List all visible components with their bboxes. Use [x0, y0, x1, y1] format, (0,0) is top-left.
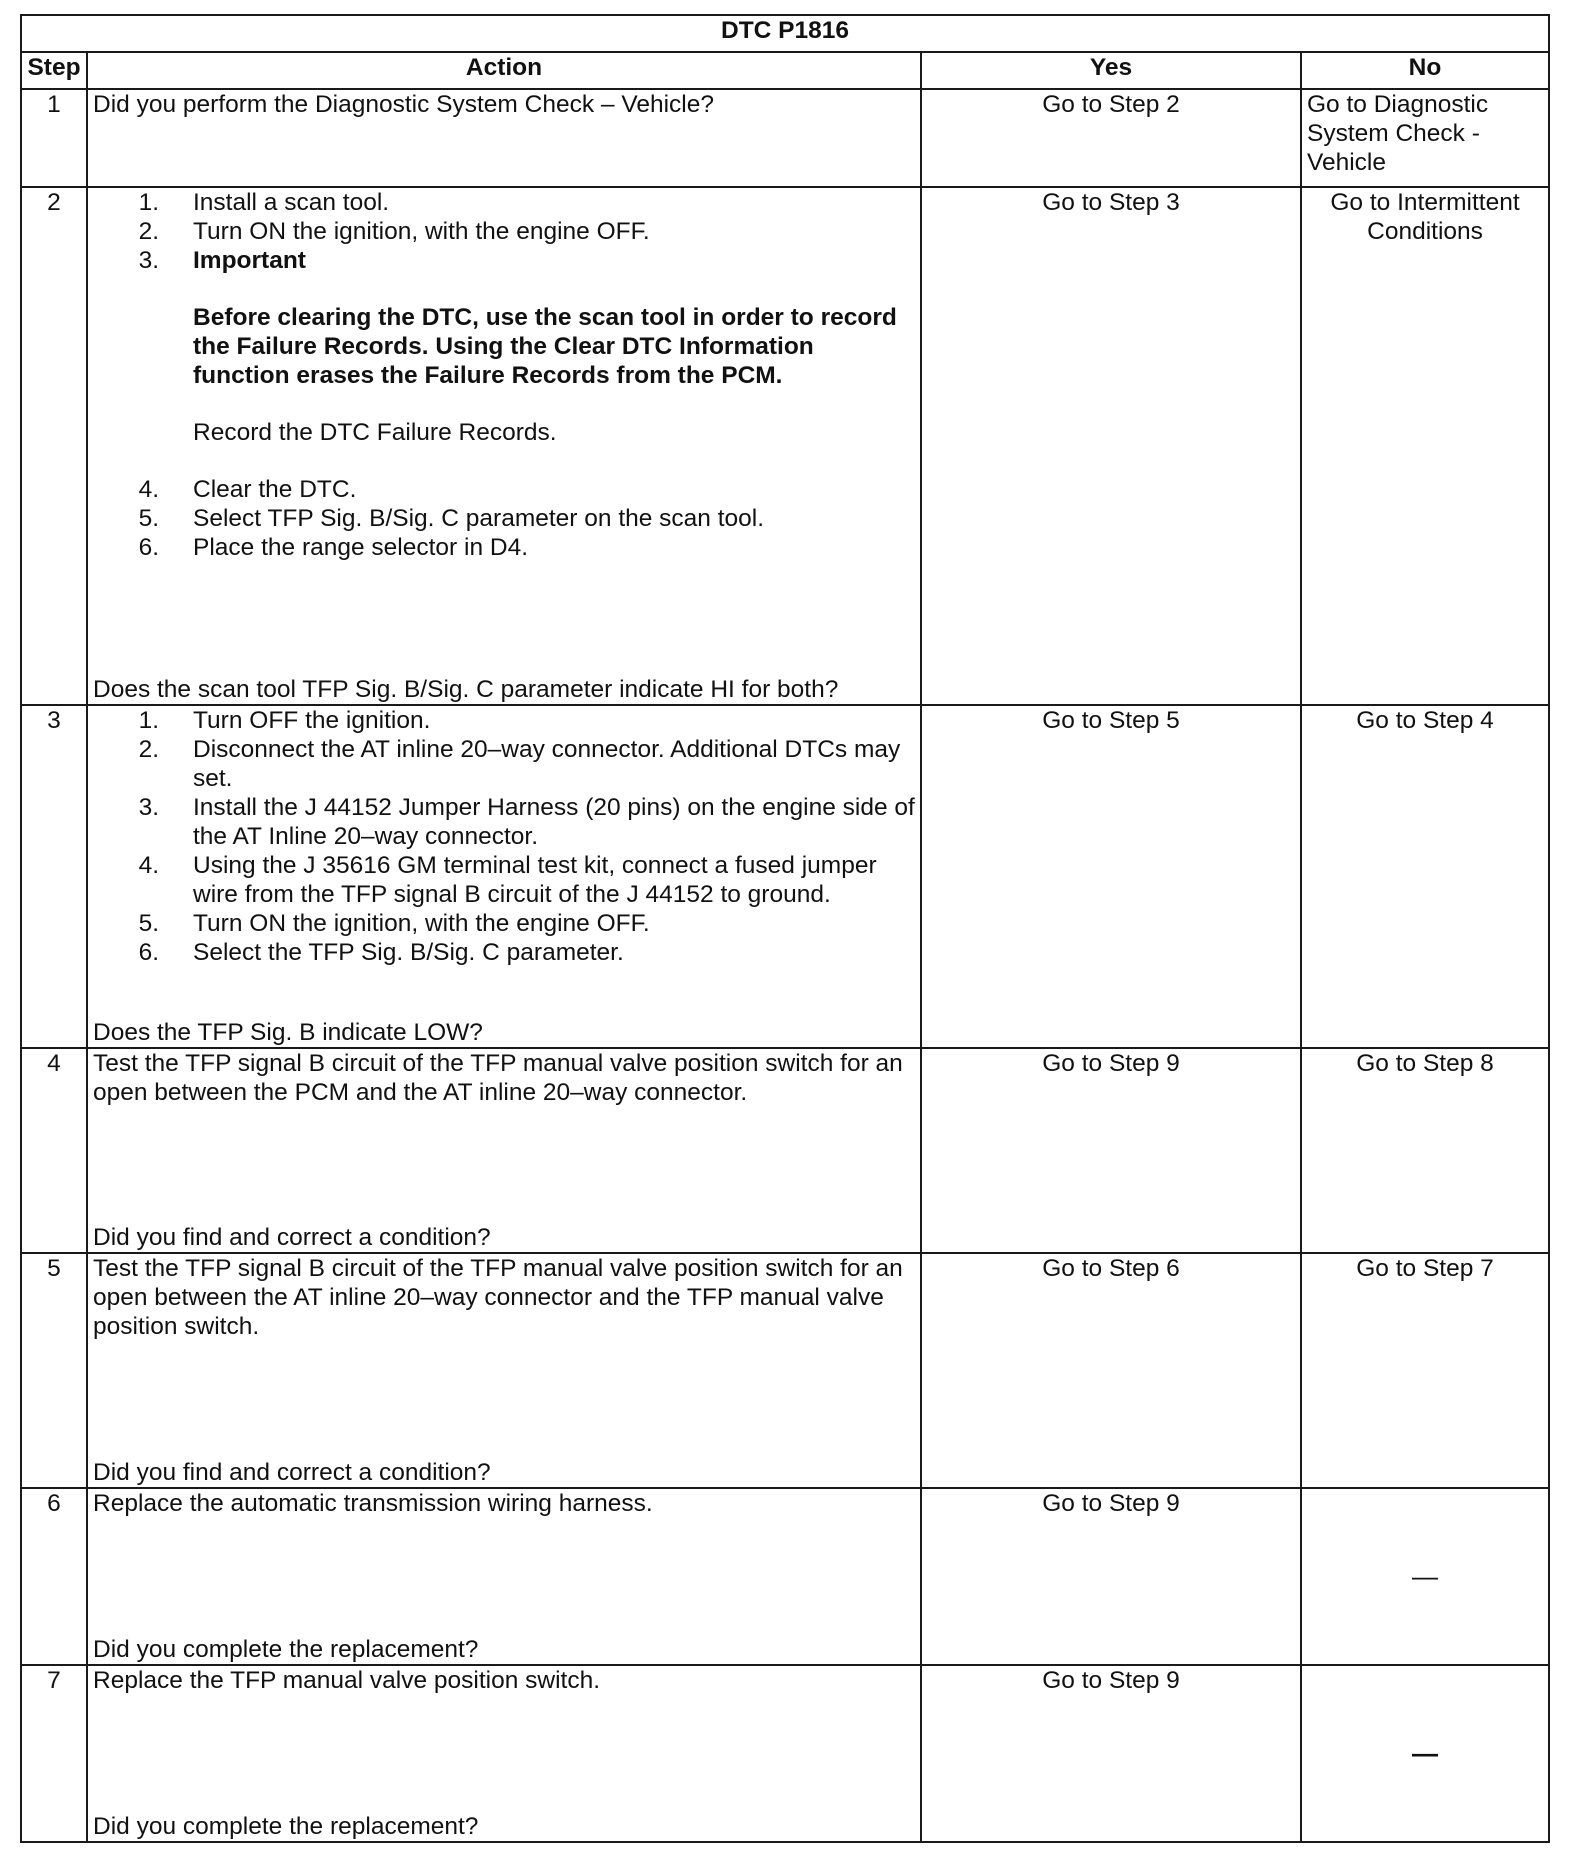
action-text: Replace the TFP manual valve position switch. [93, 1667, 601, 1694]
no-cell: Go to Diagnostic System Check - Vehicle [1301, 89, 1549, 187]
list-item: 4. Clear the DTC. [138, 476, 357, 503]
yes-cell: Go to Step 9 [921, 1048, 1301, 1253]
action-text: Did you perform the Diagnostic System Check – Vehicle? [93, 91, 714, 118]
action-text: Test the TFP signal B circuit of the TFP manual valve position switch for an open between the AT inline 20–way connector and the TFP manual valve position switch. [93, 1255, 903, 1340]
header-yes: Yes [921, 52, 1301, 89]
action-cell [87, 1665, 921, 1842]
no-cell: Go to Intermittent Conditions [1301, 187, 1549, 705]
list-item: 5. Select TFP Sig. B/Sig. C parameter on the scan tool. [138, 505, 765, 532]
header-action: Action [87, 52, 921, 89]
question-text: Did you complete the replacement? [93, 1813, 479, 1840]
header-no: No [1301, 52, 1549, 89]
no-cell: Go to Step 8 [1301, 1048, 1549, 1253]
action-text: Test the TFP signal B circuit of the TFP manual valve position switch for an open between the PCM and the AT inline 20–way connector. [93, 1050, 903, 1106]
yes-cell: Go to Step 6 [921, 1253, 1301, 1488]
list-item: 2. Turn ON the ignition, with the engine OFF. [138, 218, 650, 245]
no-cell: — [1301, 1488, 1549, 1665]
action-cell [87, 1488, 921, 1665]
question-text: Did you complete the replacement? [93, 1636, 479, 1663]
no-cell: Go to Step 7 [1301, 1253, 1549, 1488]
list-item: 3. Install the J 44152 Jumper Harness (20 pins) on the engine side of the AT Inline 20–way connector. [138, 794, 915, 850]
question-text: Does the TFP Sig. B indicate LOW? [93, 1019, 483, 1046]
step-number: 1 [21, 89, 87, 187]
step-number: 3 [21, 705, 87, 1048]
dtc-table [20, 14, 1550, 1843]
step-number: 4 [21, 1048, 87, 1253]
yes-cell: Go to Step 9 [921, 1488, 1301, 1665]
step-number: 2 [21, 187, 87, 705]
action-cell [87, 187, 921, 705]
record-instruction: Record the DTC Failure Records. [193, 419, 557, 446]
question-text: Did you find and correct a condition? [93, 1224, 491, 1251]
table-row [21, 1048, 1549, 1253]
action-cell [87, 89, 921, 187]
list-item: 4. Using the J 35616 GM terminal test kit, connect a fused jumper wire from the TFP signal B circuit of the J 44152 to ground. [138, 852, 877, 908]
table-title: DTC P1816 [21, 15, 1549, 52]
yes-cell: Go to Step 2 [921, 89, 1301, 187]
question-text: Does the scan tool TFP Sig. B/Sig. C parameter indicate HI for both? [93, 676, 839, 703]
table-row [21, 89, 1549, 187]
header-step: Step [21, 52, 87, 89]
table-row [21, 1488, 1549, 1665]
question-text: Did you find and correct a condition? [93, 1459, 491, 1486]
list-item: 3. Important [138, 247, 306, 274]
yes-cell: Go to Step 5 [921, 705, 1301, 1048]
action-cell [87, 705, 921, 1048]
table-row [21, 1253, 1549, 1488]
step-number: 7 [21, 1665, 87, 1842]
table-row [21, 187, 1549, 705]
action-cell [87, 1048, 921, 1253]
no-cell: — [1301, 1665, 1549, 1842]
table-row [21, 705, 1549, 1048]
instruction-list [93, 188, 915, 275]
list-item: 6. Select the TFP Sig. B/Sig. C parameter. [138, 939, 624, 966]
table-row [21, 1665, 1549, 1842]
yes-cell: Go to Step 9 [921, 1665, 1301, 1842]
action-cell [87, 1253, 921, 1488]
yes-cell: Go to Step 3 [921, 187, 1301, 705]
step-number: 6 [21, 1488, 87, 1665]
step-number: 5 [21, 1253, 87, 1488]
action-text: Replace the automatic transmission wiring harness. [93, 1490, 653, 1517]
no-cell: Go to Step 4 [1301, 705, 1549, 1048]
important-note: Before clearing the DTC, use the scan tool in order to record the Failure Records. Using the Clear DTC Information function erases the Failure Records from the PCM. [193, 304, 897, 389]
list-item: 1. Turn OFF the ignition. [138, 707, 431, 734]
list-item: 2. Disconnect the AT inline 20–way connector. Additional DTCs may set. [138, 736, 901, 792]
list-item: 5. Turn ON the ignition, with the engine OFF. [138, 910, 650, 937]
instruction-list [93, 475, 915, 562]
list-item: 1. Install a scan tool. [138, 189, 390, 216]
instruction-list [93, 706, 915, 967]
list-item: 6. Place the range selector in D4. [138, 534, 529, 561]
